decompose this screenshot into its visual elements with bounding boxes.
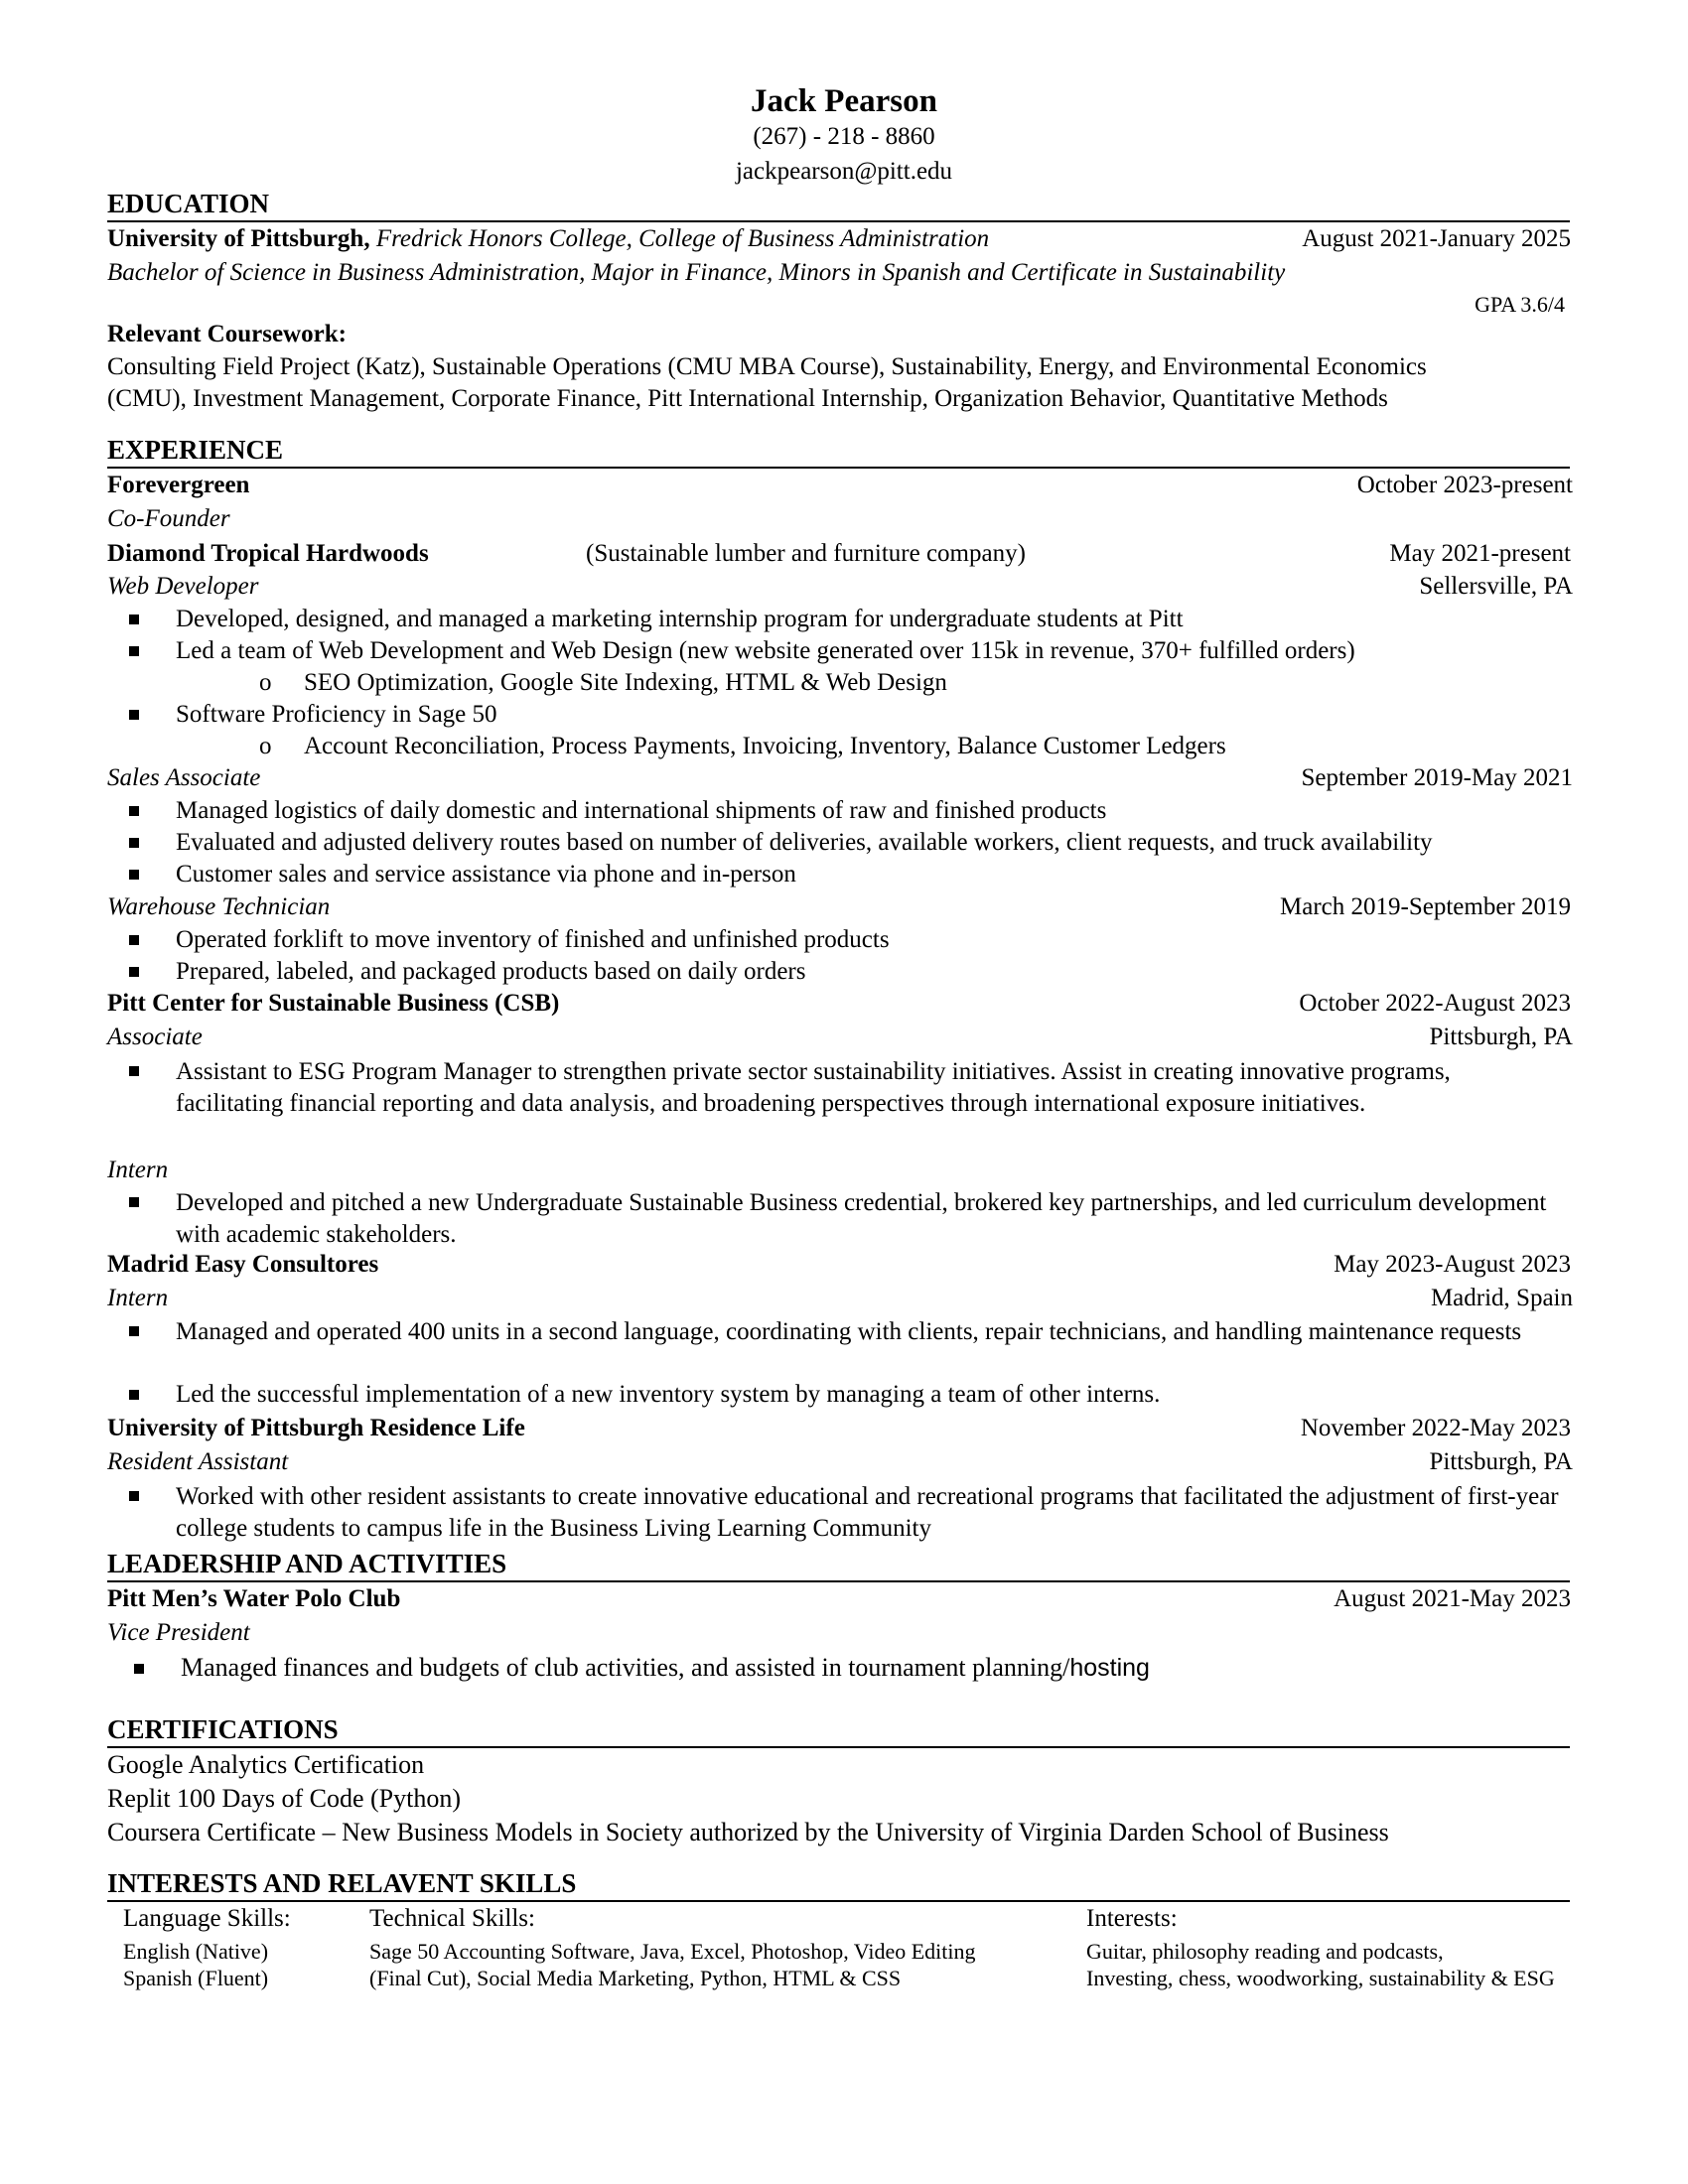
org-name: Forevergreen: [107, 472, 250, 498]
interests-heading: Interests:: [1086, 1905, 1178, 1932]
bullet-text: Customer sales and service assistance via phone and in-person: [176, 861, 796, 887]
role-title: Resident Assistant: [107, 1448, 289, 1475]
bullet-text: Developed and pitched a new Undergraduate Sustainable Business credential, brokered key partnerships, and led curriculum development with academic stakeholders.: [176, 1189, 1547, 1248]
bullet-text-tail: hosting: [1069, 1654, 1150, 1682]
language-skills-heading: Language Skills:: [123, 1905, 291, 1932]
bullet-icon: [129, 1066, 139, 1076]
bullet-icon: [129, 967, 139, 977]
bullet-text: [181, 1653, 1150, 1683]
section-rule: [107, 220, 1570, 222]
role-title: Co-Founder: [107, 505, 230, 532]
role-dates: March 2019-September 2019: [1280, 893, 1571, 920]
bullet-text: Managed and operated 400 units in a second language, coordinating with clients, repair technicians, and handling maintenance requests: [176, 1318, 1522, 1345]
interests-line: Guitar, philosophy reading and podcasts,: [1086, 1939, 1444, 1964]
org-dates: May 2021-present: [1389, 540, 1571, 567]
bullet-icon: [129, 870, 139, 880]
role-title: Intern: [107, 1285, 169, 1311]
phone-number: (267) - 218 - 8860: [753, 123, 935, 150]
bullet-icon: [129, 1197, 139, 1207]
technical-skills-heading: Technical Skills:: [369, 1905, 535, 1932]
sub-bullet-text: Account Reconciliation, Process Payments, Invoicing, Inventory, Balance Customer Ledgers: [304, 733, 1226, 759]
org-name: Diamond Tropical Hardwoods: [107, 540, 429, 567]
certification-item: Replit 100 Days of Code (Python): [107, 1784, 462, 1813]
coursework-line: (CMU), Investment Management, Corporate Finance, Pitt International Internship, Organization Behavior, Quantitative Methods: [107, 385, 1388, 412]
language-skill: English (Native): [123, 1939, 269, 1964]
section-heading-education: EDUCATION: [107, 189, 270, 218]
school-name: University of Pittsburgh,: [107, 225, 370, 252]
education-dates: August 2021-January 2025: [1302, 225, 1571, 252]
bullet-text: Operated forklift to move inventory of finished and unfinished products: [176, 926, 890, 953]
sub-bullet-icon: o: [259, 669, 272, 696]
section-rule: [107, 1580, 1570, 1582]
bullet-text: Led a team of Web Development and Web Design (new website generated over 115k in revenue, 370+ fulfilled orders): [176, 637, 1355, 664]
bullet-text: Worked with other resident assistants to create innovative educational and recreational programs that facilitated the adjustment of first-year college students to campus life in the Business Living Learning Community: [176, 1483, 1559, 1542]
certification-item: Coursera Certificate – New Business Models in Society authorized by the University of Virginia Darden School of Business: [107, 1818, 1389, 1846]
bullet-text: Managed logistics of daily domestic and international shipments of raw and finished products: [176, 797, 1107, 824]
bullet-icon: [129, 1326, 139, 1336]
certification-item: Google Analytics Certification: [107, 1750, 425, 1779]
bullet-text: Assistant to ESG Program Manager to strengthen private sector sustainability initiatives. Assist in creating innovative programs, facilitating financial reporting and data analysis, and broadening perspectives through international exposure initiatives.: [176, 1058, 1451, 1117]
org-name: Madrid Easy Consultores: [107, 1251, 379, 1278]
org-note: (Sustainable lumber and furniture company): [586, 540, 1026, 567]
bullet-icon: [129, 614, 139, 624]
bullet-icon: [129, 1390, 139, 1400]
bullet-icon: [129, 838, 139, 848]
org-dates: May 2023-August 2023: [1334, 1251, 1571, 1278]
bullet-icon: [129, 935, 139, 945]
org-dates: October 2023-present: [1356, 472, 1573, 498]
interests-line: Investing, chess, woodworking, sustainability & ESG: [1086, 1966, 1555, 1990]
org-dates: October 2022-August 2023: [1299, 990, 1571, 1017]
coursework-line: Consulting Field Project (Katz), Sustainable Operations (CMU MBA Course), Sustainability, Energy, and Environmental Economics: [107, 353, 1427, 380]
role-dates: September 2019-May 2021: [1301, 764, 1573, 791]
sub-bullet-icon: o: [259, 733, 272, 759]
school-detail: Fredrick Honors College, College of Business Administration: [375, 225, 990, 252]
section-heading-experience: EXPERIENCE: [107, 435, 284, 465]
bullet-text: Prepared, labeled, and packaged products based on daily orders: [176, 958, 806, 985]
org-location: Madrid, Spain: [1430, 1285, 1573, 1311]
sub-bullet-text: SEO Optimization, Google Site Indexing, HTML & Web Design: [304, 669, 947, 696]
section-heading-skills: INTERESTS AND RELAVENT SKILLS: [107, 1868, 577, 1898]
education-school-line: [107, 224, 989, 254]
role-title: Intern: [107, 1157, 169, 1183]
section-heading-leadership: LEADERSHIP AND ACTIVITIES: [107, 1549, 507, 1578]
role-title: Sales Associate: [107, 764, 261, 791]
bullet-icon: [129, 646, 139, 656]
org-location: Pittsburgh, PA: [1429, 1448, 1573, 1475]
bullet-text: Evaluated and adjusted delivery routes based on number of deliveries, available workers, client requests, and truck availability: [176, 829, 1433, 856]
degree: Bachelor of Science in Business Administration, Major in Finance, Minors in Spanish and Certificate in Sustainability: [107, 259, 1286, 286]
role-title: Vice President: [107, 1619, 250, 1646]
gpa: GPA 3.6/4: [1475, 292, 1565, 317]
section-rule: [107, 467, 1570, 469]
bullet-icon: [129, 710, 139, 720]
bullet-text: Led the successful implementation of a new inventory system by managing a team of other interns.: [176, 1381, 1161, 1408]
role-title: Warehouse Technician: [107, 893, 331, 920]
section-rule: [107, 1746, 1570, 1748]
language-skill: Spanish (Fluent): [123, 1966, 269, 1990]
bullet-icon: [129, 1491, 139, 1501]
coursework-heading: Relevant Coursework:: [107, 321, 347, 347]
technical-skill-line: Sage 50 Accounting Software, Java, Excel, Photoshop, Video Editing: [369, 1939, 976, 1964]
bullet-text: Developed, designed, and managed a marketing internship program for undergraduate students at Pitt: [176, 606, 1184, 632]
org-name: University of Pittsburgh Residence Life: [107, 1415, 525, 1441]
bullet-icon: [134, 1664, 144, 1674]
candidate-name: Jack Pearson: [751, 83, 937, 119]
section-rule: [107, 1900, 1570, 1902]
org-dates: November 2022-May 2023: [1300, 1415, 1571, 1441]
role-title: Associate: [107, 1024, 203, 1050]
technical-skill-line: (Final Cut), Social Media Marketing, Python, HTML & CSS: [369, 1966, 902, 1990]
role-title: Web Developer: [107, 573, 259, 600]
bullet-text: Software Proficiency in Sage 50: [176, 701, 497, 728]
org-name: Pitt Center for Sustainable Business (CSB): [107, 990, 560, 1017]
email-address[interactable]: jackpearson@pitt.edu: [735, 158, 953, 185]
org-location: Sellersville, PA: [1419, 573, 1573, 600]
bullet-icon: [129, 806, 139, 816]
section-heading-certifications: CERTIFICATIONS: [107, 1714, 339, 1744]
org-location: Pittsburgh, PA: [1429, 1024, 1573, 1050]
bullet-text-main: Managed finances and budgets of club activities, and assisted in tournament planning/: [181, 1653, 1070, 1682]
org-name: Pitt Men’s Water Polo Club: [107, 1585, 401, 1612]
org-dates: August 2021-May 2023: [1334, 1585, 1571, 1612]
